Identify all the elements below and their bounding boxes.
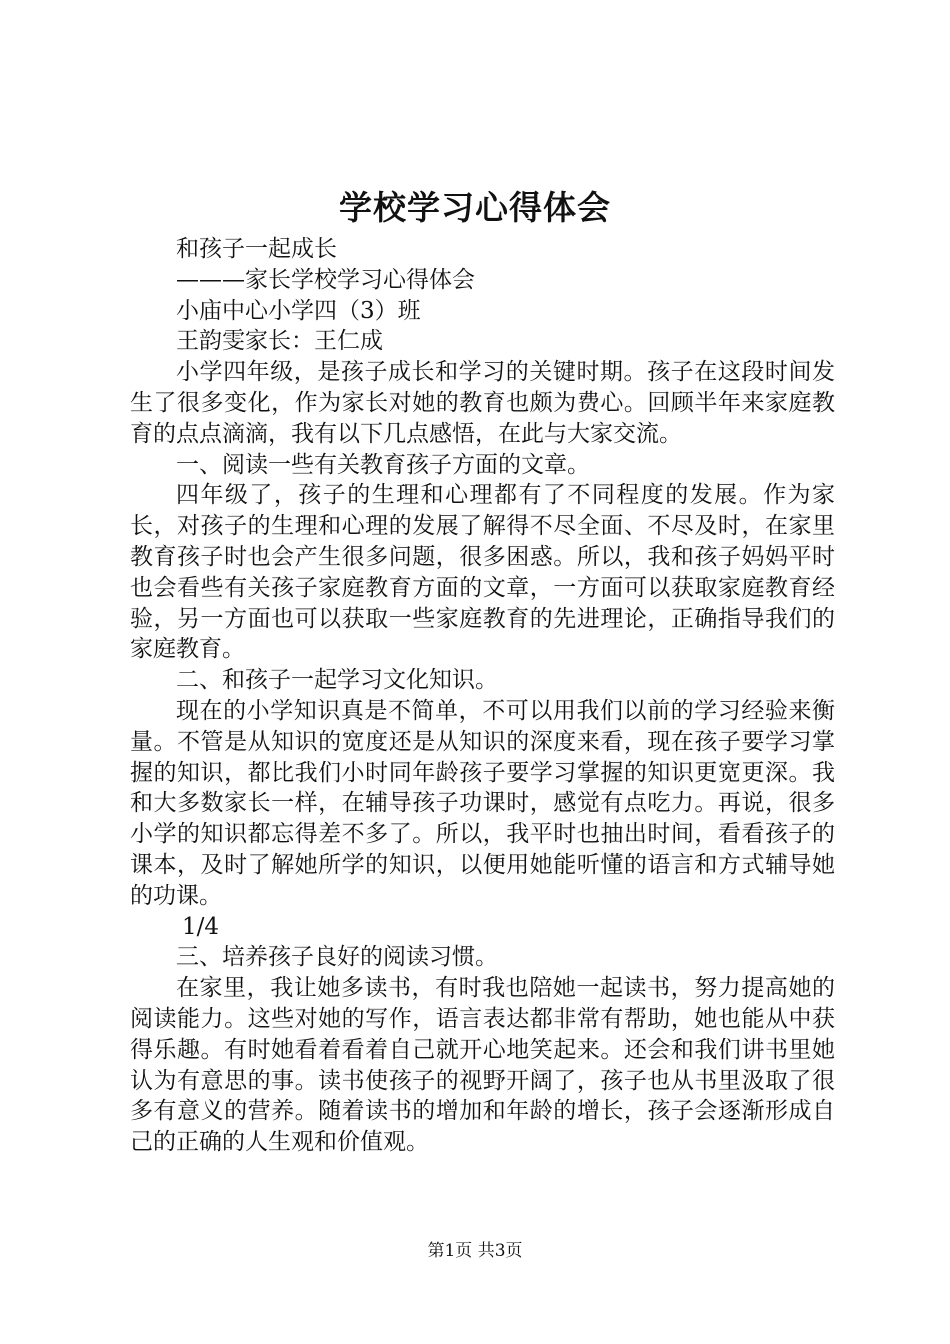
- paragraph-section-1: 四年级了，孩子的生理和心理都有了不同程度的发展。作为家长，对孩子的生理和心理的发展了解得不尽全面、不尽及时，在家里教育孩子时也会产生很多问题，很多困惑。所以，我和孩子妈妈平时也会看些有关孩子家庭教育方面的文章，一方面可以获取家庭教育经验，另一方面也可以获取一些家庭教育的先进理论，正确指导我们的家庭教育。: [130, 482, 835, 663]
- subtitle-line: 和孩子一起成长: [176, 236, 337, 262]
- school-class-line: 小庙中心小学四（3）班: [176, 297, 421, 324]
- paragraph-section-2: 现在的小学知识真是不简单，不可以用我们以前的学习经验来衡量。不管是从知识的宽度还是从知识的深度来看，现在孩子要学习掌握的知识，都比我们小时同年龄孩子要学习掌握的知识更宽更深。我和大多数家长一样，在辅导孩子功课时，感觉有点吃力。再说，很多小学的知识都忘得差不多了。所以，我平时也抽出时间，看看孩子的课本，及时了解她所学的知识，以便用她能听懂的语言和方式辅导她的功课。: [130, 697, 835, 909]
- section-heading-2: 二、和孩子一起学习文化知识。: [176, 667, 498, 694]
- section-heading-1: 一、阅读一些有关教育孩子方面的文章。: [176, 451, 590, 478]
- author-line: 王韵雯家长：王仁成: [176, 328, 383, 355]
- section-heading-3: 三、培养孩子良好的阅读习惯。: [176, 944, 498, 971]
- paragraph-intro: 小学四年级，是孩子成长和学习的关键时期。孩子在这段时间发生了很多变化，作为家长对她的教育也颇为费心。回顾半年来家庭教育的点点滴滴，我有以下几点感悟，在此与大家交流。: [130, 359, 835, 447]
- paragraph-section-3: 在家里，我让她多读书，有时我也陪她一起读书，努力提高她的阅读能力。这些对她的写作，语言表达都非常有帮助，她也能从中获得乐趣。有时她看着看着自己就开心地笑起来。还会和我们讲书里她认为有意思的事。读书使孩子的视野开阔了，孩子也从书里汲取了很多有意义的营养。随着读书的增加和年龄的增长，孩子会逐渐形成自己的正确的人生观和价值观。: [130, 975, 835, 1156]
- document-body: [130, 234, 835, 1158]
- document-title: 学校学习心得体会: [339, 188, 611, 227]
- page-footer: 第1页 共3页: [427, 1241, 523, 1261]
- inline-page-marker: 1/4: [182, 913, 220, 940]
- sub-subtitle-line: ———家长学校学习心得体会: [176, 266, 475, 293]
